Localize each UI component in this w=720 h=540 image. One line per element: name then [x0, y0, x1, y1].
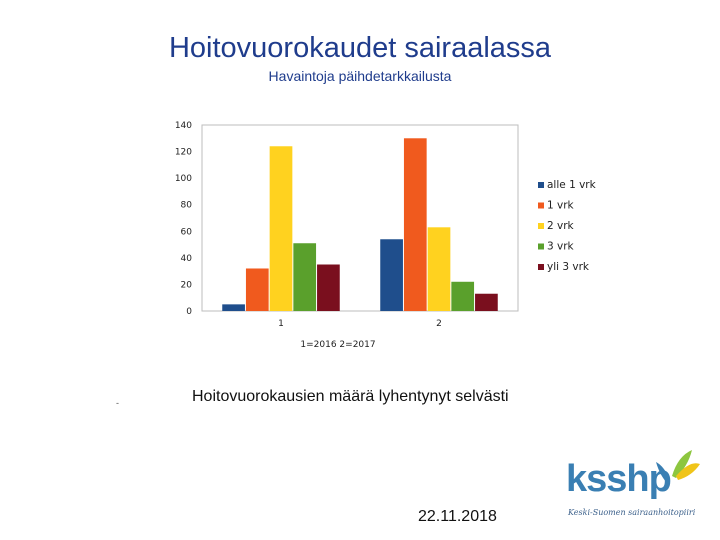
y-tick-label: 140 [174, 121, 192, 131]
y-tick-label: 20 [180, 280, 192, 291]
y-tick-label: 60 [180, 227, 192, 238]
x-tick-label: 1 [278, 319, 284, 329]
bar [475, 294, 498, 311]
bar [270, 146, 293, 311]
bar [293, 243, 316, 311]
bar [428, 227, 451, 311]
bar [222, 304, 245, 311]
y-tick-label: 80 [180, 200, 192, 211]
bars-group [222, 138, 498, 311]
legend [538, 179, 597, 273]
y-tick-label: 40 [180, 253, 192, 264]
legend-swatch [538, 264, 544, 270]
date-text: 22.11.2018 [418, 508, 497, 525]
y-tick-label: 0 [186, 307, 192, 317]
x-tick-label: 2 [436, 319, 442, 329]
y-tick-label: 120 [174, 147, 192, 158]
y-tick-label: 100 [174, 174, 192, 185]
bar [317, 265, 340, 312]
bar [246, 268, 269, 311]
bar [451, 282, 474, 311]
dash-marker: - [116, 398, 119, 408]
legend-swatch [538, 203, 544, 209]
legend-label: 3 vrk [547, 240, 574, 253]
bar [380, 239, 403, 311]
x-axis-ticks [278, 319, 442, 329]
y-axis-ticks [175, 121, 192, 317]
legend-label: alle 1 vrk [547, 179, 596, 191]
legend-label: 1 vrk [547, 199, 574, 212]
legend-label: 2 vrk [547, 220, 574, 232]
legend-swatch [538, 244, 544, 250]
legend-label: yli 3 vrk [547, 261, 590, 273]
logo-tagline: Keski-Suomen sairaanhoitopiiri [568, 508, 696, 517]
legend-swatch [538, 182, 544, 188]
slide-title: Hoitovuorokaudet sairaalassa [168, 32, 552, 64]
slide-subtitle: Havaintoja päihdetarkkailusta [268, 68, 452, 84]
legend-swatch [538, 223, 544, 229]
conclusion-text: Hoitovuorokausien määrä lyhentynyt selvästi [192, 388, 509, 405]
logo-wordmark: ksshp [566, 458, 671, 500]
ksshp-logo [560, 446, 710, 526]
x-axis-label: 1=2016 2=2017 [300, 340, 376, 350]
bar [404, 138, 427, 311]
